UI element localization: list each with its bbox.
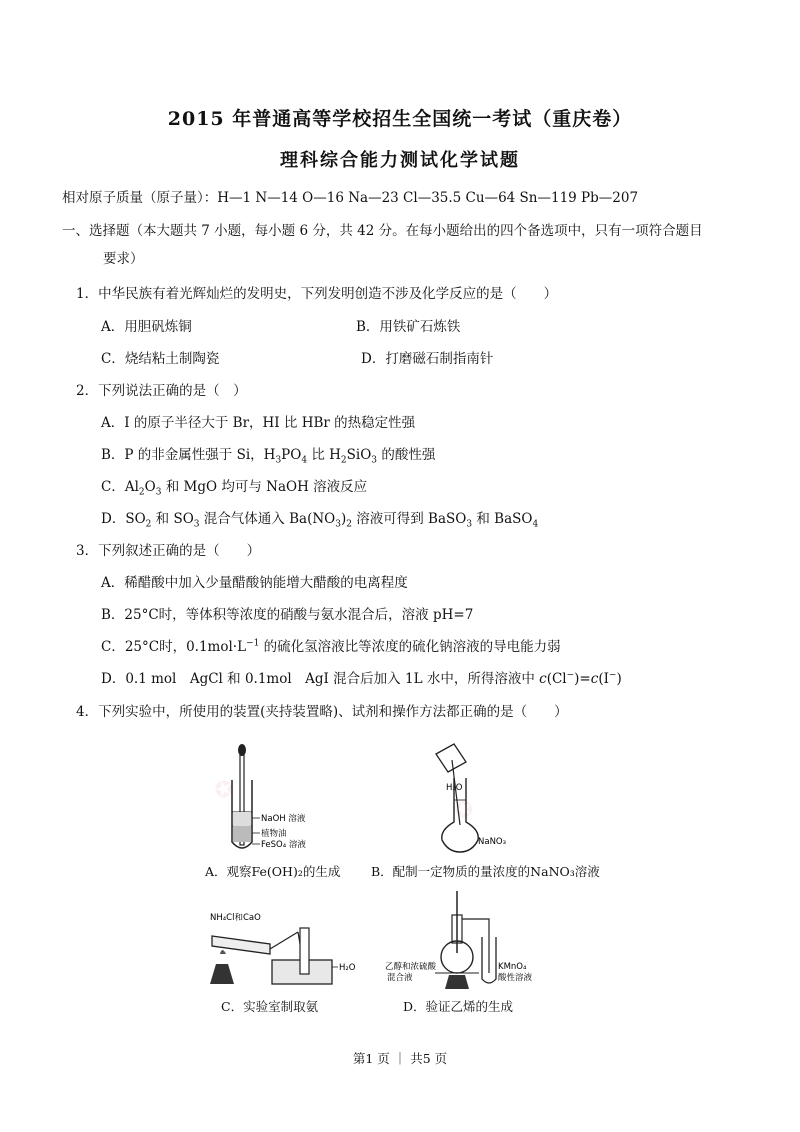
q1-option-d: D．打磨磁石制指南针 [361,351,494,367]
figure-b-apparatus [420,740,520,855]
figure-a-apparatus [220,740,350,855]
figure-c-caption: C．实验室制取氨 [221,999,319,1014]
label-naoh: NaOH 溶液 [261,814,306,824]
q2-option-b: B．P 的非金属性强于 Si，$H_3PO_4$ 比 $H_2SiO_3$ 的酸性强 [101,447,436,466]
q4-stem: 4．下列实验中，所使用的装置(夹持装置略)、试剂和操作方法都正确的是（ ） [76,704,568,720]
q1-stem: 1．中华民族有着光辉灿烂的发明史，下列发明创造不涉及化学反应的是（ ） [76,286,558,302]
figure-b-caption: B．配制一定物质的量浓度的NaNO₃溶液 [371,864,600,879]
label-h2o-c: H₂O [339,963,356,973]
page-footer: 第1 页 ｜ 共5 页 [352,1051,448,1066]
watermark: ✪ [451,795,477,826]
q2-stem: 2．下列说法正确的是（ ） [76,383,247,399]
figure-a-caption: A．观察Fe(OH)₂的生成 [205,864,341,879]
label-mix1: 乙醇和浓硫酸 [385,962,437,972]
figure-c-apparatus [200,910,360,990]
q3-option-d: D．0.1 mol AgCl 和 0.1mol AgI 混合后加入 1L 水中，所得溶液中 c(Cl−)=c(I−) [101,670,622,687]
label-mix2: 混合液 [387,973,413,983]
label-h2o: H₂O [446,783,463,793]
q1-option-b: B．用铁矿石炼铁 [356,319,461,335]
exam-subtitle: 理科综合能力测试化学试题 [280,150,520,171]
label-nano3: NaNO₃ [478,837,507,847]
q2-option-c: C．$Al_2O_3$ 和 MgO 均可与 NaOH 溶液反应 [101,479,368,498]
exam-title: 2015 年普通高等学校招生全国统一考试（重庆卷） [167,108,633,130]
q3-option-a: A．稀醋酸中加入少量醋酸钠能增大醋酸的电离程度 [101,575,408,591]
q1-option-a: A．用胆矾炼铜 [101,319,192,335]
q2-option-a: A．I 的原子半径大于 Br，HI 比 HBr 的热稳定性强 [101,415,416,431]
label-kmno4: KMnO₄ [498,962,527,972]
q3-stem: 3．下列叙述正确的是（ ） [76,543,261,559]
label-reagent: NH₄Cl和CaO [210,913,261,923]
atomic-mass-line: 相对原子质量（原子量）：H—1 N—14 O—16 Na—23 Cl—35.5 Cu—64 Sn—119 Pb—207 [62,190,639,206]
label-oil: 植物油 [261,829,287,839]
figure-d-apparatus [385,885,533,995]
label-feso4: FeSO₄ 溶液 [261,840,306,850]
figure-d-caption: D．验证乙烯的生成 [403,999,514,1014]
section-header-cont: 要求） [103,251,144,267]
q1-option-c: C．烧结粘土制陶瓷 [101,351,220,367]
section-header: 一、选择题（本大题共 7 小题，每小题 6 分，共 42 分。在每小题给出的四个备选项中，只有一项符合题目 [62,223,703,239]
q2-option-d: D．$SO_2$ 和 $SO_3$ 混合气体通入 $Ba(NO_3)_2$ 溶液可得到 BaSO$_3$ 和 BaSO$_4$ [101,511,539,530]
label-acidic: 酸性溶液 [498,973,533,983]
q3-option-b: B．25°C时，等体积等浓度的硝酸与氨水混合后，溶液 pH=7 [101,607,474,623]
q3-option-c: C．25°C时，$0.1mol\cdot L^{-1}$ 的硫化氢溶液比等浓度的硫化钠溶液的导电能力弱 [101,638,561,655]
watermark: ✪ [211,775,237,806]
